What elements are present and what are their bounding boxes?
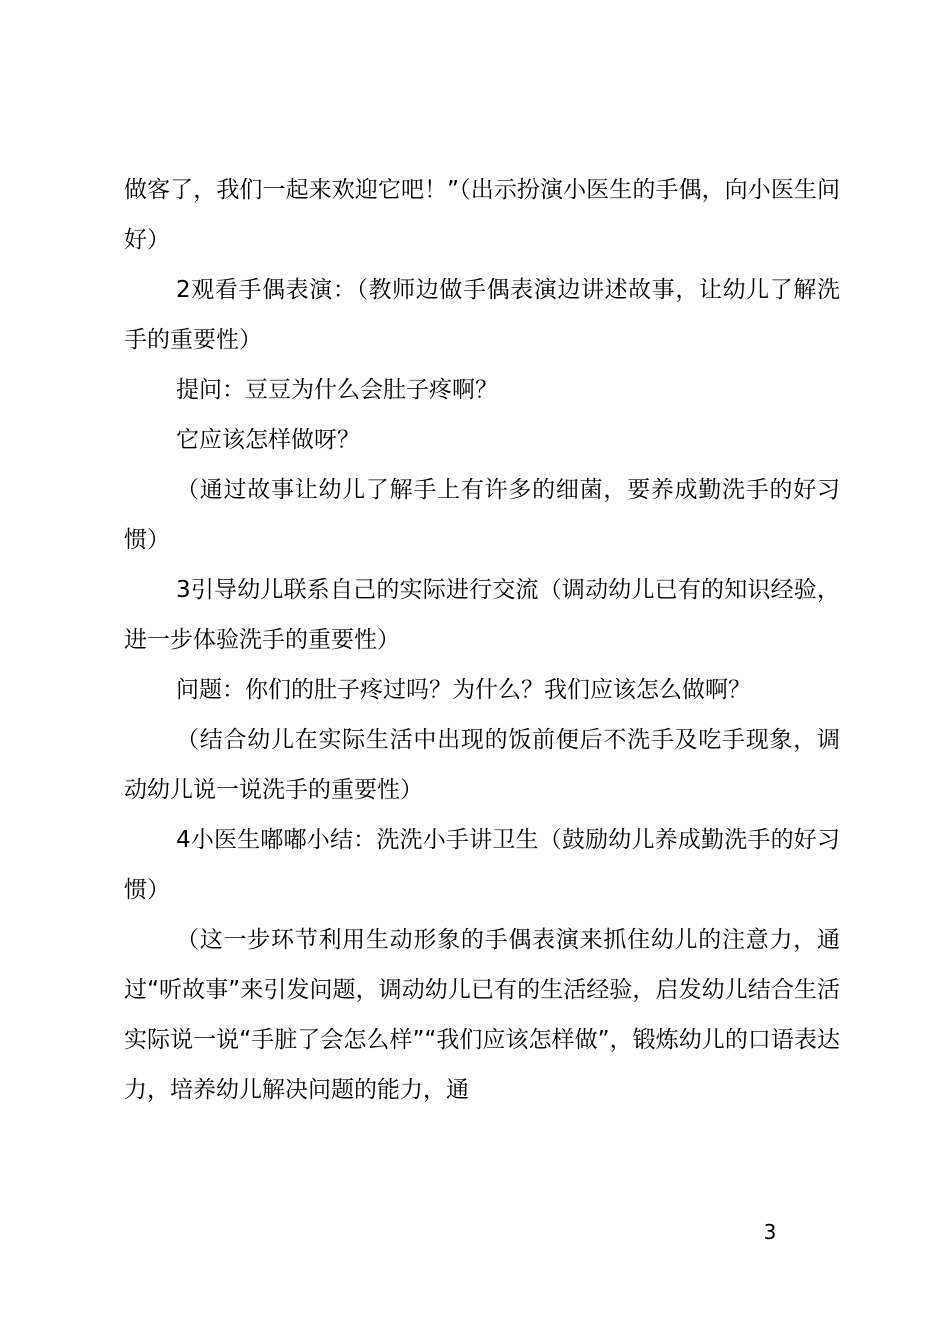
paragraph-6: 3引导幼儿联系自己的实际进行交流（调动幼儿已有的知识经验，进一步体验洗手的重要性） — [124, 577, 840, 653]
paragraph-9: 4小医生嘟嘟小结：洗洗小手讲卫生（鼓励幼儿养成勤洗手的好习惯） — [124, 827, 840, 903]
paragraph-5: （通过故事让幼儿了解手上有许多的细菌，要养成勤洗手的好习惯） — [124, 477, 840, 553]
body-text — [124, 165, 840, 1115]
paragraph-3: 提问：豆豆为什么会肚子疼啊？ — [176, 377, 498, 403]
paragraph-7: 问题：你们的肚子疼过吗？为什么？我们应该怎么做啊？ — [176, 677, 751, 703]
paragraph-4: 它应该怎样做呀？ — [176, 427, 360, 453]
page-number: 3 — [763, 1220, 777, 1244]
paragraph-1: 做客了，我们一起来欢迎它吧！”（出示扮演小医生的手偶，向小医生问好） — [124, 177, 840, 253]
paragraph-8: （结合幼儿在实际生活中出现的饭前便后不洗手及吃手现象，调动幼儿说一说洗手的重要性） — [124, 727, 840, 803]
paragraph-10: （这一步环节利用生动形象的手偶表演来抓住幼儿的注意力，通过“听故事”来引发问题，调动幼儿已有的生活经验，启发幼儿结合生活实际说一说“手脏了会怎么样”“我们应该怎样做”，锻炼幼儿的口语表达力，培养幼儿解决问题的能力，通 — [124, 927, 840, 1103]
paragraph-2: 2观看手偶表演：（教师边做手偶表演边讲述故事，让幼儿了解洗手的重要性） — [124, 277, 840, 353]
